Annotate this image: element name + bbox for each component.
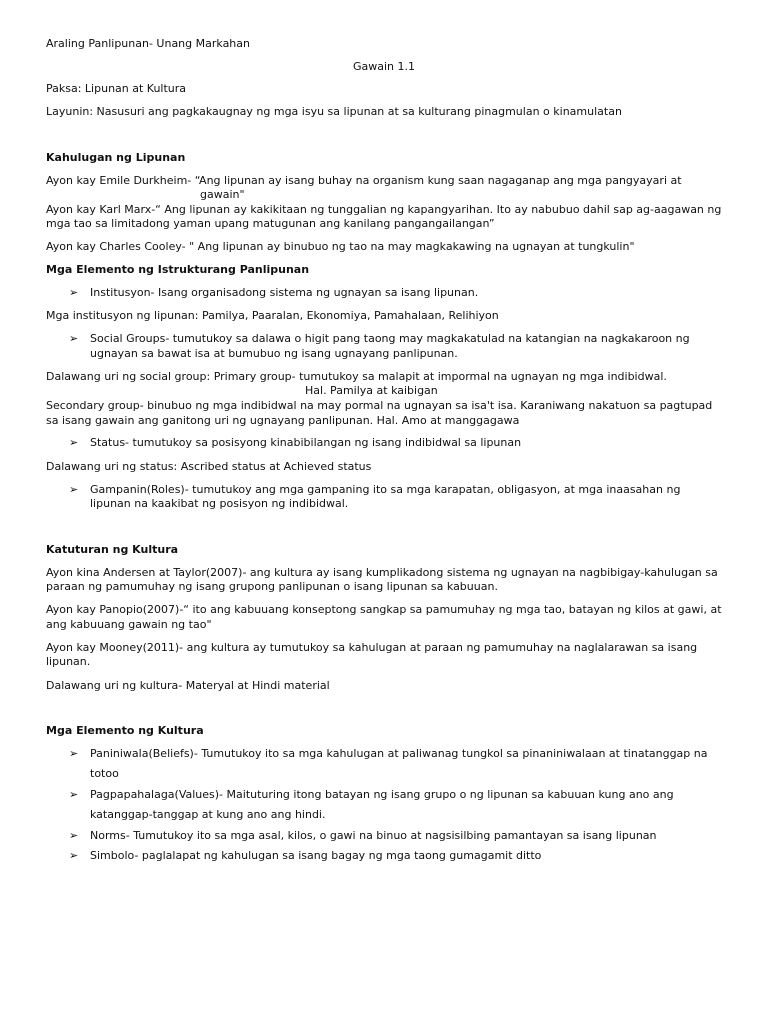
arrow-bullet-icon: ➢ xyxy=(69,849,79,862)
cooley-quote: Ayon kay Charles Cooley- " Ang lipunan ay binubuo ng tao na may magkakawing na ugnayan at tungkulin" xyxy=(46,240,635,253)
roles-item-cont: lipunan na kaakibat ng posisyon ng indibidwal. xyxy=(90,497,349,510)
arrow-bullet-icon: ➢ xyxy=(69,436,79,449)
mooney-quote-cont: lipunan. xyxy=(46,655,91,668)
arrow-bullet-icon: ➢ xyxy=(69,747,79,760)
values-item: Pagpapahalaga(Values)- Maituturing itong batayan ng isang grupo o ng lipunan sa kabuuan kung ano ang xyxy=(90,788,674,801)
social-group-types: Dalawang uri ng social group: Primary group- tumutukoy sa malapit at impormal na ugnayan ng mga indibidwal. xyxy=(46,370,667,383)
arrow-bullet-icon: ➢ xyxy=(69,483,79,496)
secondary-group-cont: sa isang gawain ang ganitong uri ng ugnayang panlipunan. Hal. Amo at manggagawa xyxy=(46,414,520,427)
marx-quote-cont: mga tao sa limitadong yaman upang matugunan ang kanilang pangangailangan” xyxy=(46,217,495,230)
durkheim-quote-cont: gawain" xyxy=(200,188,245,201)
norms-item: Norms- Tumutukoy ito sa mga asal, kilos, o gawi na binuo at nagsisilbing pamantayan sa isang lipunan xyxy=(90,829,657,842)
beliefs-item-cont: totoo xyxy=(90,767,119,780)
arrow-bullet-icon: ➢ xyxy=(69,286,79,299)
beliefs-item: Paniniwala(Beliefs)- Tumutukoy ito sa mga kahulugan at paliwanag tungkol sa pinaniniwalaan at tinatanggap na xyxy=(90,747,708,760)
primary-group-example: Hal. Pamilya at kaibigan xyxy=(305,384,438,397)
roles-item: Gampanin(Roles)- tumutukoy ang mga gampaning ito sa mga karapatan, obligasyon, at mga inaasahan ng xyxy=(90,483,681,496)
social-groups-item-cont: ugnayan sa bawat isa at bumubuo ng isang ugnayang panlipunan. xyxy=(90,347,458,360)
kultura-elements-heading: Mga Elemento ng Kultura xyxy=(46,724,204,737)
mooney-quote: Ayon kay Mooney(2011)- ang kultura ay tumutukoy sa kahulugan at paraan ng pamumuhay na naglalarawan sa isang xyxy=(46,641,698,654)
kultura-types: Dalawang uri ng kultura- Materyal at Hindi material xyxy=(46,679,330,692)
istruktura-heading: Mga Elemento ng Istrukturang Panlipunan xyxy=(46,263,310,276)
panopio-quote: Ayon kay Panopio(2007)-“ ito ang kabuuang konseptong sangkap sa pamumuhay ng mga tao, batayan ng kilos at gawi, at xyxy=(46,603,722,616)
institusyon-list: Mga institusyon ng lipunan: Pamilya, Paaralan, Ekonomiya, Pamahalaan, Relihiyon xyxy=(46,309,499,322)
arrow-bullet-icon: ➢ xyxy=(69,332,79,345)
andersen-quote-cont: paraan ng pamumuhay ng isang grupong panlipunan o isang lipunan sa kabuuan. xyxy=(46,580,498,593)
status-item: Status- tumutukoy sa posisyong kinabibilangan ng isang indibidwal sa lipunan xyxy=(90,436,522,449)
institusyon-item: Institusyon- Isang organisadong sistema ng ugnayan sa isang lipunan. xyxy=(90,286,479,299)
simbolo-item: Simbolo- paglalapat ng kahulugan sa isang bagay ng mga taong gumagamit ditto xyxy=(90,849,542,862)
status-types: Dalawang uri ng status: Ascribed status at Achieved status xyxy=(46,460,372,473)
arrow-bullet-icon: ➢ xyxy=(69,829,79,842)
secondary-group: Secondary group- binubuo ng mga indibidwal na may pormal na ugnayan sa isa't isa. Karaniwang nakatuon sa pagtupad xyxy=(46,399,713,412)
arrow-bullet-icon: ➢ xyxy=(69,788,79,801)
kultura-heading: Katuturan ng Kultura xyxy=(46,543,179,556)
social-groups-item: Social Groups- tumutukoy sa dalawa o higit pang taong may magkakatulad na katangian na nagkakaroon ng xyxy=(90,332,690,345)
marx-quote: Ayon kay Karl Marx-“ Ang lipunan ay kakikitaan ng tunggalian ng kapangyarihan. Ito ay nabubuo dahil sap ag-aagawan ng xyxy=(46,203,722,216)
durkheim-quote: Ayon kay Emile Durkheim- “Ang lipunan ay isang buhay na organism kung saan nagaganap ang mga pangyayari at xyxy=(46,174,682,187)
andersen-quote: Ayon kina Andersen at Taylor(2007)- ang kultura ay isang kumplikadong sistema ng ugnayan na nagbibigay-kahulugan sa xyxy=(46,566,718,579)
topic-line: Paksa: Lipunan at Kultura xyxy=(46,82,187,95)
objective-line: Layunin: Nasusuri ang pagkakaugnay ng mga isyu sa lipunan at sa kulturang pinagmulan o kinamulatan xyxy=(46,105,622,118)
panopio-quote-cont: ang kabuuang gawain ng tao" xyxy=(46,618,212,631)
values-item-cont: katanggap-tanggap at kung ano ang hindi. xyxy=(90,808,326,821)
lipunan-heading: Kahulugan ng Lipunan xyxy=(46,151,186,164)
activity-title: Gawain 1.1 xyxy=(353,60,416,73)
subject-line: Araling Panlipunan- Unang Markahan xyxy=(46,37,250,50)
